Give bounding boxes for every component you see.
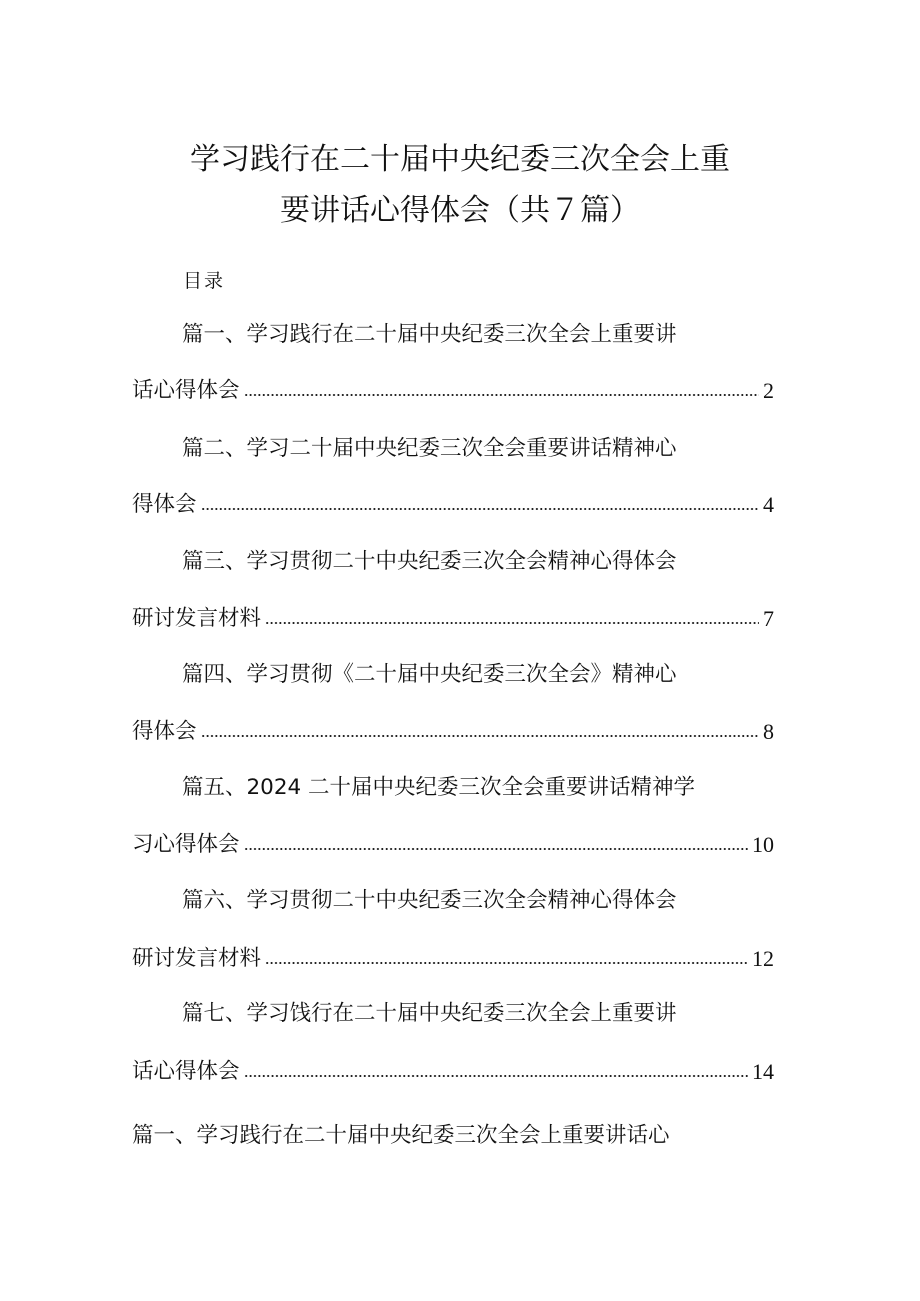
toc-dot-leader (244, 1072, 748, 1080)
toc-entry-5-title-end: 习心得体会 (132, 832, 240, 857)
toc-entry-4-title[interactable]: 篇四、学习贯彻《二十届中央纪委三次全会》精神心 (182, 662, 677, 687)
toc-entry-5-continuation[interactable] (132, 830, 774, 860)
toc-entry-1-continuation[interactable] (132, 376, 774, 406)
toc-dot-leader (201, 505, 759, 513)
toc-entry-1-page: 2 (763, 378, 774, 403)
toc-entry-5-page: 10 (752, 832, 774, 857)
toc-entry-1-title[interactable]: 篇一、学习践行在二十届中央纪委三次全会上重要讲 (182, 322, 677, 347)
toc-dot-leader (201, 732, 759, 740)
toc-entry-2-continuation[interactable] (132, 490, 774, 520)
toc-entry-7-continuation[interactable] (132, 1057, 774, 1087)
toc-entry-4-title-end: 得体会 (132, 719, 197, 744)
toc-entry-3-title[interactable]: 篇三、学习贯彻二十中央纪委三次全会精神心得体会 (182, 549, 677, 574)
toc-entry-7-page: 14 (752, 1059, 774, 1084)
section-heading: 篇一、学习践行在二十届中央纪委三次全会上重要讲话心 (132, 1123, 670, 1148)
toc-entry-6-title-end: 研讨发言材料 (132, 946, 262, 971)
toc-entry-3-continuation[interactable] (132, 604, 774, 634)
toc-entry-6-continuation[interactable] (132, 944, 774, 974)
toc-entry-7-title-end: 话心得体会 (132, 1059, 240, 1084)
toc-entry-6-title[interactable]: 篇六、学习贯彻二十中央纪委三次全会精神心得体会 (182, 888, 677, 913)
toc-dot-leader (265, 619, 759, 627)
toc-entry-6-page: 12 (752, 946, 774, 971)
toc-entry-4-page: 8 (763, 719, 774, 744)
toc-dot-leader (244, 391, 759, 399)
toc-entry-7-title[interactable]: 篇七、学习饯行在二十届中央纪委三次全会上重要讲 (182, 1001, 677, 1026)
toc-entry-4-continuation[interactable] (132, 717, 774, 747)
toc-dot-leader (244, 845, 748, 853)
toc-entry-1-title-end: 话心得体会 (132, 378, 240, 403)
toc-entry-3-page: 7 (763, 606, 774, 631)
toc-entry-2-title-end: 得体会 (132, 492, 197, 517)
toc-entry-2-page: 4 (763, 492, 774, 517)
toc-heading: 目录 (183, 270, 226, 292)
toc-entry-5-title[interactable]: 篇五、2024 二十届中央纪委三次全会重要讲话精神学 (182, 775, 696, 800)
toc-entry-3-title-end: 研讨发言材料 (132, 606, 262, 631)
toc-dot-leader (265, 959, 748, 967)
document-title-line-2: 要讲话心得体会（共７篇） (280, 193, 640, 228)
document-title-line-1: 学习践行在二十届中央纪委三次全会上重 (190, 142, 730, 177)
toc-entry-2-title[interactable]: 篇二、学习二十届中央纪委三次全会重要讲话精神心 (182, 436, 677, 461)
